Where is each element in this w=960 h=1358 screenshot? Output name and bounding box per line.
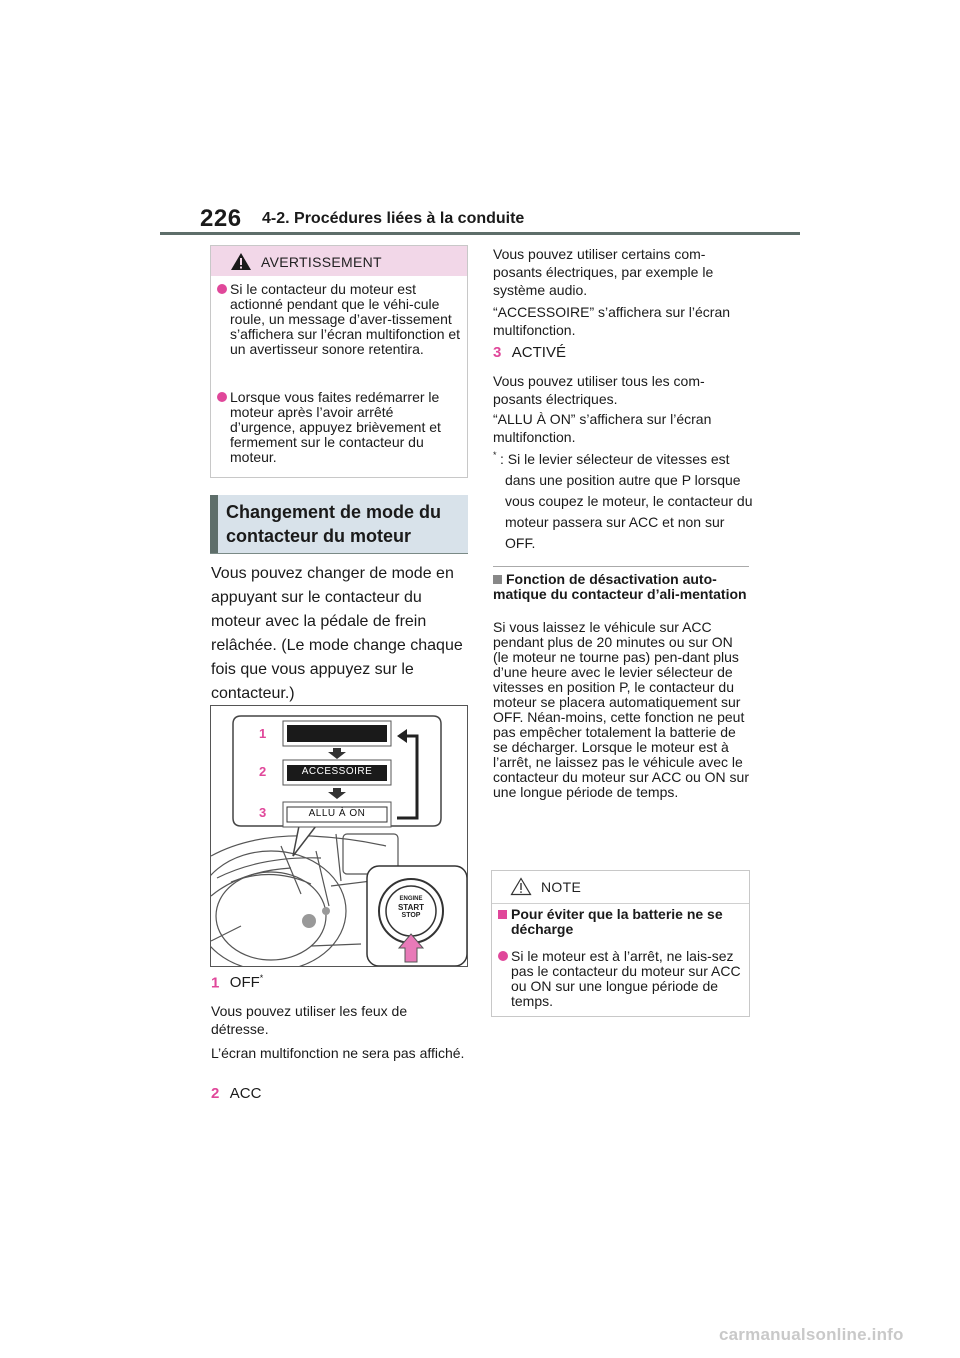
step-text: Vous pouvez utiliser les feux de détresse. [211, 1003, 408, 1037]
section-title: 4-2. Procédures liées à la conduite [262, 210, 525, 227]
auto-off-title: Fonction de désactivation auto-matique du contacteur d’ali-mentation [493, 571, 747, 602]
warning-header [211, 246, 467, 276]
step-2: 2 ACC [211, 1085, 262, 1102]
illustration-label-2: 2 [259, 764, 267, 779]
display-accessoire: ACCESSOIRE [301, 766, 373, 777]
bullet-icon [217, 284, 227, 294]
step-text: Vous pouvez utiliser certains com-posants électriques, par exemple le système audio. [493, 246, 714, 298]
step-label: OFF [229, 974, 260, 992]
step-3: 3 ACTIVÉ [493, 344, 566, 361]
section-heading-title: Changement de mode du contacteur du moteur [226, 502, 442, 546]
step-label: ACTIVÉ [511, 344, 566, 361]
intro-paragraph: Vous pouvez changer de mode en appuyant sur le contacteur du moteur avec la pédale de frein relâchée. (Le mode change chaque fois que vous appuyez sur le contacteur.) [211, 565, 463, 702]
section-rule [493, 566, 749, 567]
step-label: ACC [229, 1085, 262, 1102]
square-bullet-icon [493, 575, 502, 584]
heading-bar [210, 495, 218, 553]
square-bullet-icon [498, 910, 507, 919]
footnote: * : Si le levier sélecteur de vitesses est dans une position autre que P lorsque vous coupez le moteur, le contacteur du moteur passera sur ACC et non sur OFF. [493, 449, 753, 554]
section-heading [210, 495, 468, 553]
warning-triangle-icon [230, 252, 252, 271]
caution-triangle-icon [510, 877, 532, 896]
heading-rule [210, 553, 468, 554]
engine-start-stop-button[interactable]: ENGINE START STOP [397, 896, 425, 919]
page-number: 226 [200, 205, 242, 232]
warning-box: AVERTISSEMENT Si le contacteur du moteur est actionné pendant que le véhi-cule roule, un message d’aver-tissement s’affichera sur l’écran multifonction et un avertisseur sonore retentira. Lorsque vous faites redémarrer le moteur après l’avoir arrêté d’urgence, appuyez brièvement et fermement sur le contacteur du moteur. [210, 245, 468, 478]
step-text: L’écran multifonction ne sera pas affiché. [211, 1045, 465, 1061]
display-allu-on: ALLU À ON [308, 808, 366, 819]
illustration-label-3: 3 [259, 805, 267, 820]
watermark: carmanualsonline.info [719, 1325, 904, 1344]
step-text: “ALLU À ON” s’affichera sur l’écran multifonction. [493, 411, 712, 445]
header-rule [160, 232, 800, 235]
bullet-icon [498, 951, 508, 961]
step-1: 1 OFF* [211, 973, 264, 992]
note-title: NOTE [541, 879, 582, 895]
illustration-label-1: 1 [259, 726, 267, 741]
note-header [492, 871, 749, 904]
auto-off-body: Si vous laissez le véhicule sur ACC pendant plus de 20 minutes ou sur ON (le moteur ne tourne pas) pen-dant plus d’une heure avec le levier sélecteur de vitesses en position P, le contacteur du moteur se placera automatiquement sur OFF. Néan-moins, cette fonction ne peut pas empêcher totalement la batterie de se décharger. Lorsque le moteur est à l’arrêt, ne laissez pas le véhicule avec le contacteur du moteur sur ACC ou ON sur une longue période de temps. [493, 619, 749, 800]
bullet-icon [217, 392, 227, 402]
warning-title: AVERTISSEMENT [261, 254, 382, 270]
footnote-mark: * [493, 450, 497, 460]
dashboard-drawing [211, 706, 468, 967]
note-box: NOTE Pour éviter que la batterie ne se décharge Si le moteur est à l’arrêt, ne lais-sez pas le contacteur du moteur sur ACC ou ON sur une longue période de temps. [491, 870, 750, 1017]
engine-switch-illustration [210, 705, 468, 967]
step-text: “ACCESSOIRE” s’affichera sur l’écran multifonction. [493, 304, 731, 338]
footnote-mark: * [259, 973, 264, 983]
step-text: Vous pouvez utiliser tous les com-posants électriques. [493, 373, 705, 407]
